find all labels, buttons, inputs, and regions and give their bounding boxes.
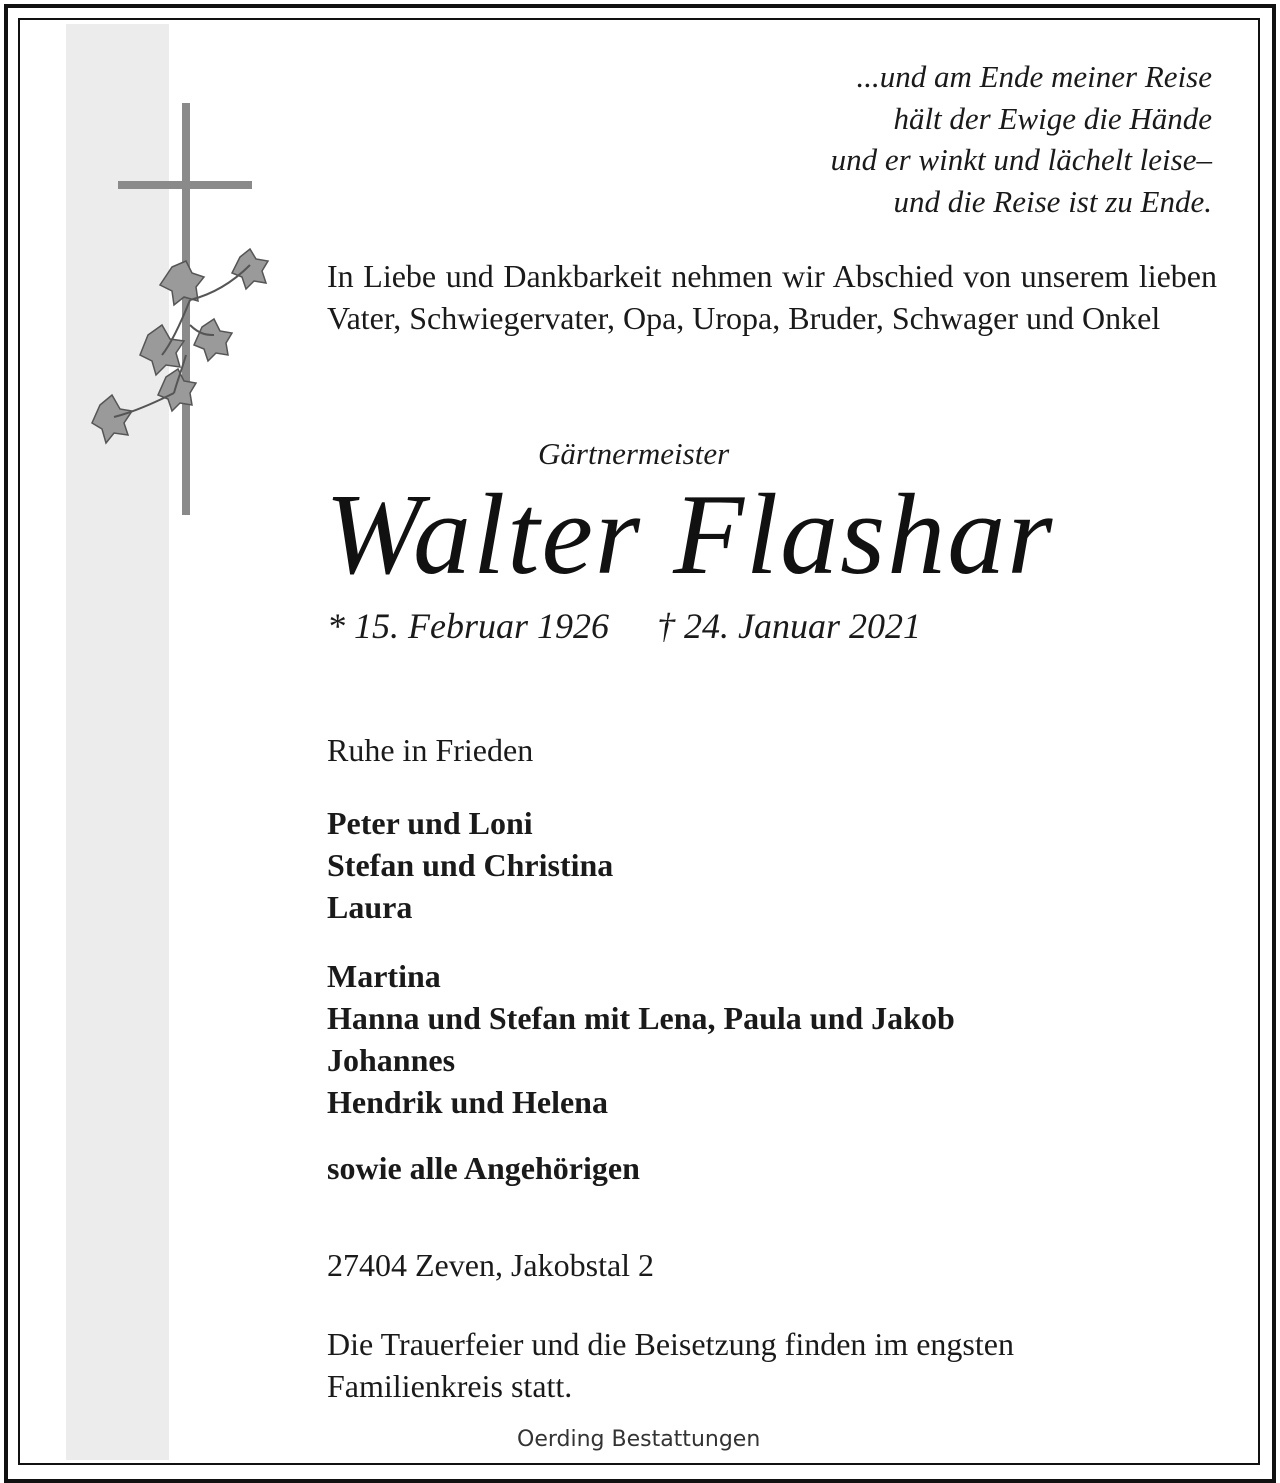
cross-with-ivy-icon [90,95,270,525]
undertaker: Oerding Bestattungen [517,1427,761,1452]
intro-text: In Liebe und Dankbarkeit nehmen wir Abschied von unserem lieben Vater, Schwiegervater, Opa, Uropa, Bruder, Schwager und Onkel [327,258,1217,336]
poem-line: hält der Ewige die Hände [893,100,1212,136]
poem-line: und die Reise ist zu Ende. [893,183,1212,219]
address: 27404 Zeven, Jakobstal 2 [327,1247,655,1283]
poem [692,56,1212,222]
family-member: Johannes [327,1042,456,1078]
poem-line: und er winkt und lächelt leise– [830,142,1212,177]
rip-text: Ruhe in Frieden [327,732,534,768]
death-date: † 24. Januar 2021 [657,606,921,646]
family-member: Peter und Loni [327,805,533,841]
life-dates [327,605,921,647]
birth-date: * 15. Februar 1926 [327,606,609,646]
family-group-2 [327,955,955,1123]
family-member: Martina [327,958,441,994]
family-member: Hanna und Stefan mit Lena, Paula und Jakob [327,1000,955,1036]
family-others: sowie alle Angehörigen [327,1150,640,1186]
family-group-1 [327,802,613,928]
ceremony-note: Die Trauerfeier und die Beisetzung finden im engsten Familienkreis statt. [327,1326,1014,1404]
family-member: Stefan und Christina [327,847,614,883]
poem-line: ...und am Ende meiner Reise [856,59,1212,94]
family-member: Hendrik und Helena [327,1084,608,1120]
family-member: Laura [327,889,413,925]
deceased-name: Walter Flashar [325,471,1055,599]
profession: Gärtnermeister [538,436,730,471]
